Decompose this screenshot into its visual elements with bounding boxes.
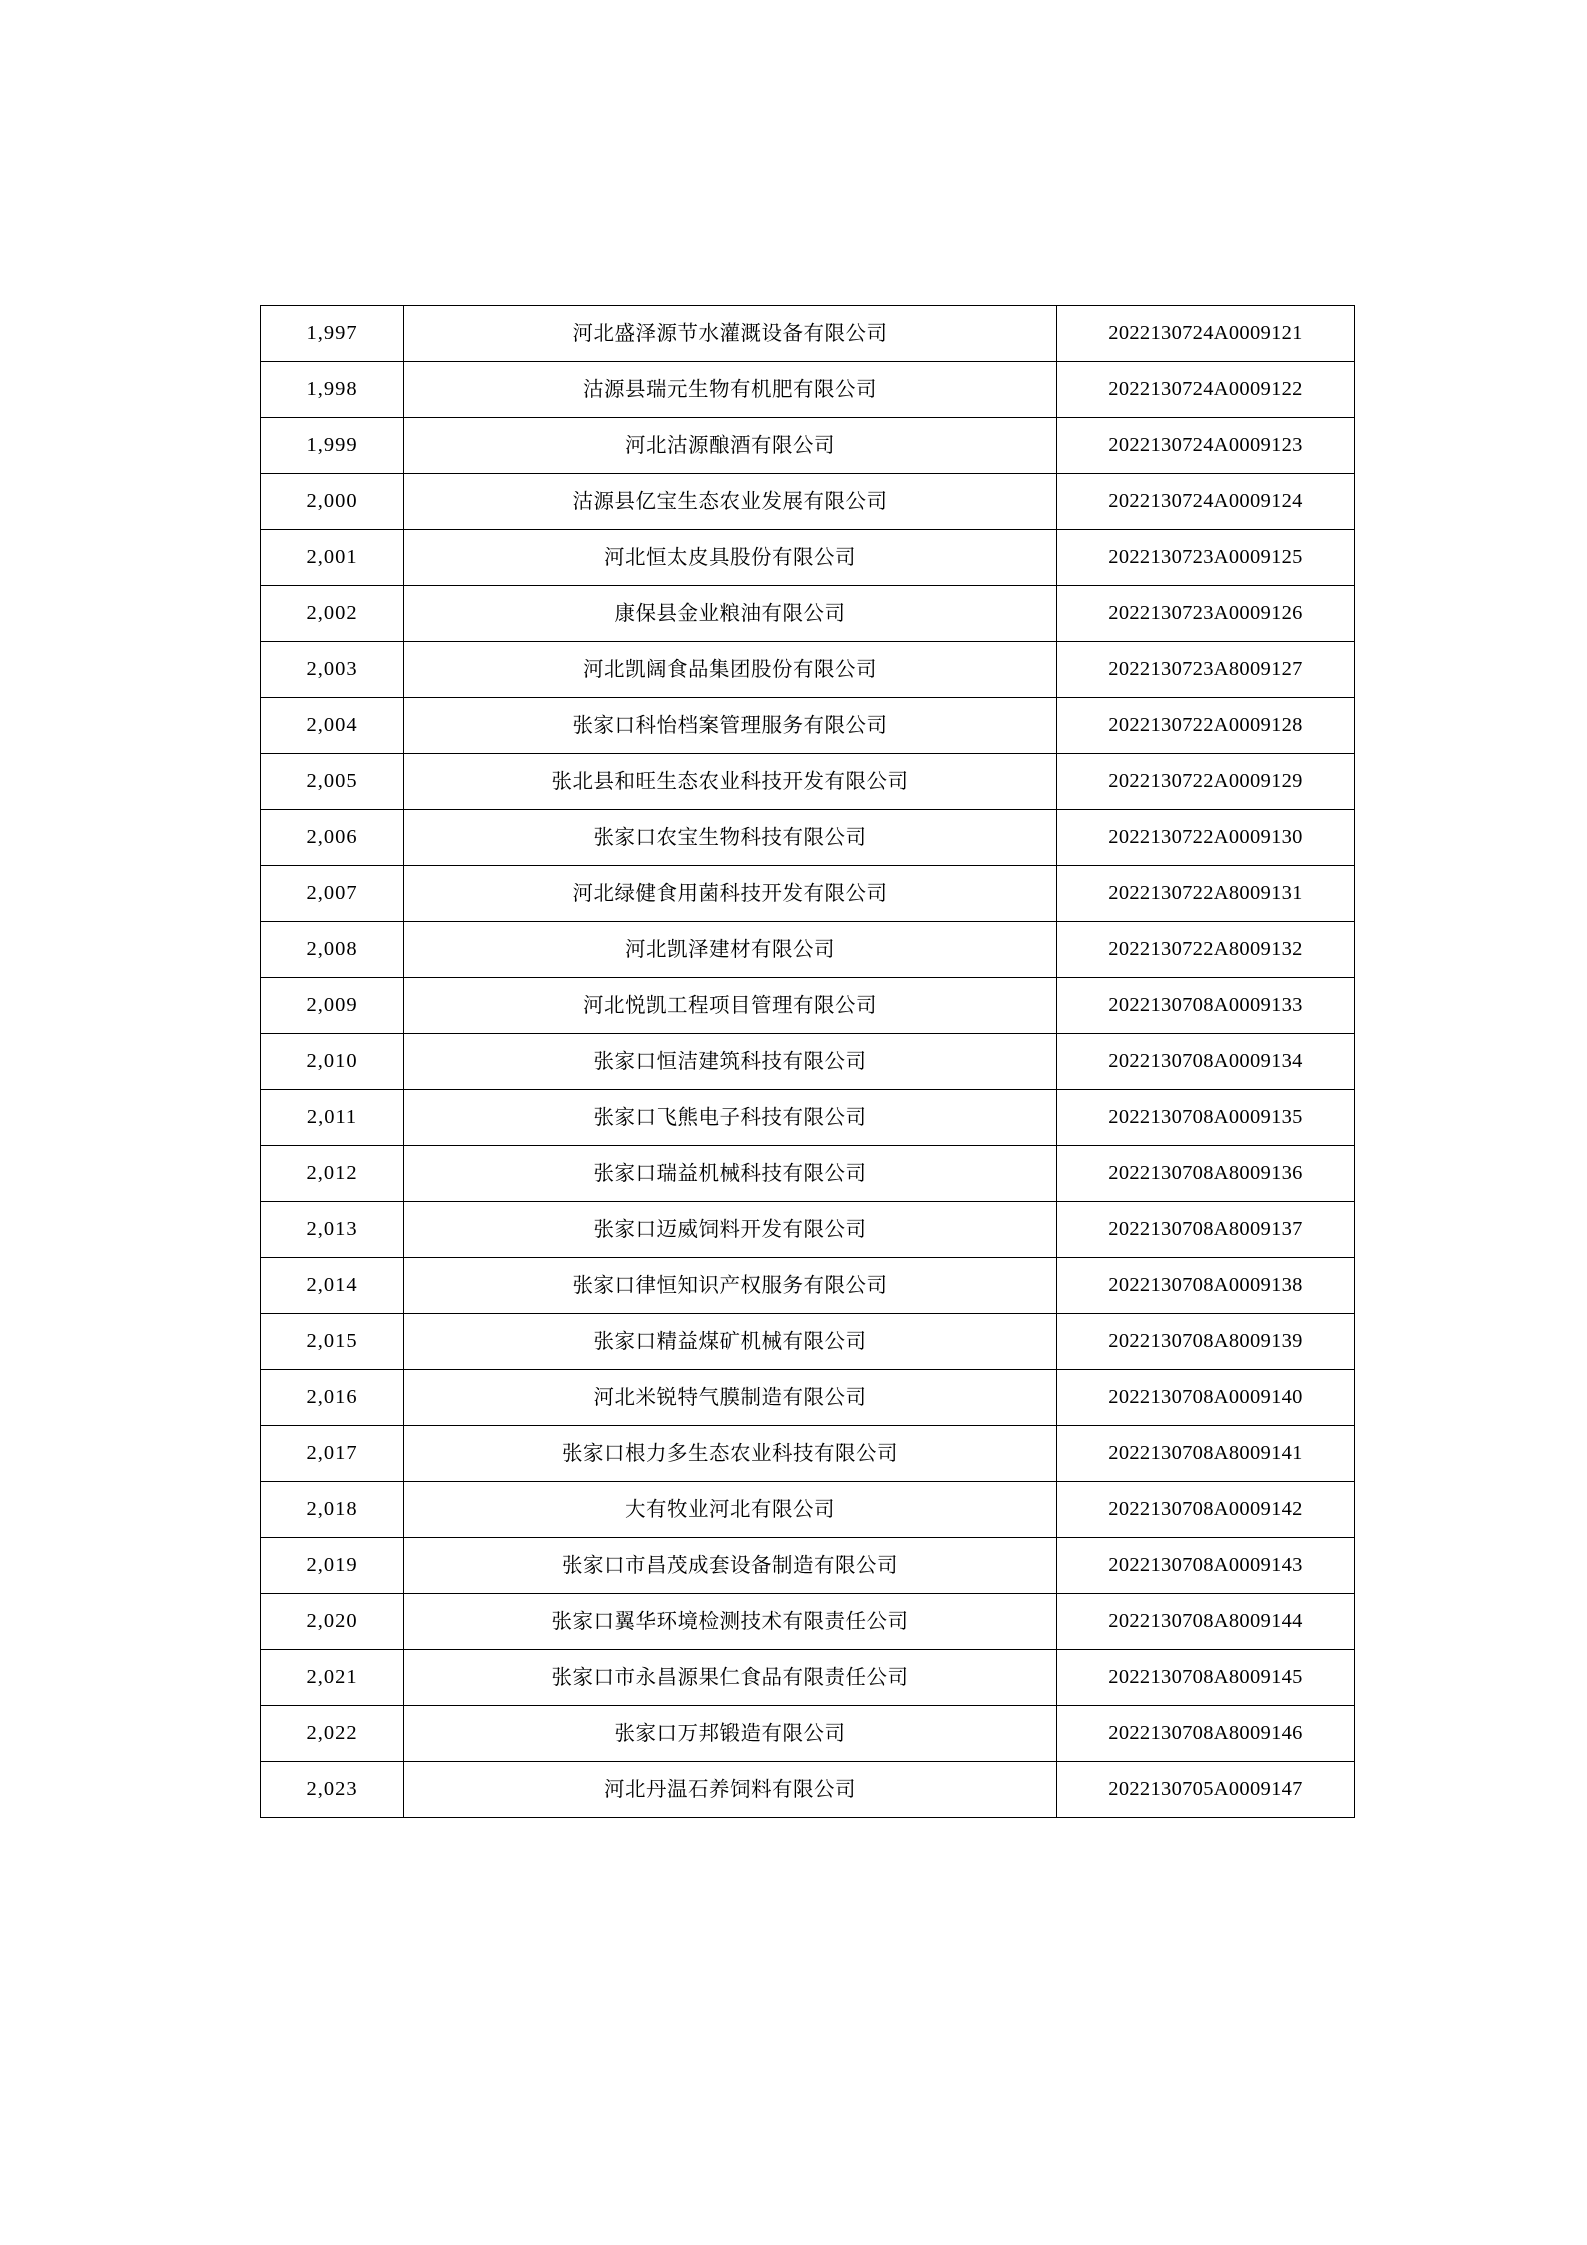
cell-index: 1,997 bbox=[261, 306, 404, 362]
table-row bbox=[261, 474, 1355, 530]
cell-code: 2022130722A0009130 bbox=[1057, 810, 1355, 866]
cell-index: 2,012 bbox=[261, 1146, 404, 1202]
cell-index: 2,003 bbox=[261, 642, 404, 698]
table-row bbox=[261, 1146, 1355, 1202]
table-row bbox=[261, 306, 1355, 362]
cell-code: 2022130708A8009145 bbox=[1057, 1650, 1355, 1706]
cell-index: 2,000 bbox=[261, 474, 404, 530]
cell-code: 2022130705A0009147 bbox=[1057, 1762, 1355, 1818]
table-row bbox=[261, 922, 1355, 978]
cell-enterprise-name: 张家口市昌茂成套设备制造有限公司 bbox=[404, 1538, 1057, 1594]
cell-code: 2022130708A0009140 bbox=[1057, 1370, 1355, 1426]
cell-index: 2,011 bbox=[261, 1090, 404, 1146]
table-row bbox=[261, 1706, 1355, 1762]
cell-enterprise-name: 张家口飞熊电子科技有限公司 bbox=[404, 1090, 1057, 1146]
cell-enterprise-name: 河北恒太皮具股份有限公司 bbox=[404, 530, 1057, 586]
cell-enterprise-name: 张家口科怡档案管理服务有限公司 bbox=[404, 698, 1057, 754]
table-row bbox=[261, 866, 1355, 922]
cell-enterprise-name: 张家口翼华环境检测技术有限责任公司 bbox=[404, 1594, 1057, 1650]
table-row bbox=[261, 698, 1355, 754]
table-row bbox=[261, 1650, 1355, 1706]
table-row bbox=[261, 362, 1355, 418]
table-row bbox=[261, 754, 1355, 810]
cell-code: 2022130723A0009126 bbox=[1057, 586, 1355, 642]
cell-code: 2022130708A8009136 bbox=[1057, 1146, 1355, 1202]
table-row bbox=[261, 1762, 1355, 1818]
cell-code: 2022130708A0009143 bbox=[1057, 1538, 1355, 1594]
table-row bbox=[261, 978, 1355, 1034]
cell-enterprise-name: 河北绿健食用菌科技开发有限公司 bbox=[404, 866, 1057, 922]
cell-index: 2,015 bbox=[261, 1314, 404, 1370]
cell-index: 2,002 bbox=[261, 586, 404, 642]
table-row bbox=[261, 1538, 1355, 1594]
cell-enterprise-name: 张家口根力多生态农业科技有限公司 bbox=[404, 1426, 1057, 1482]
cell-enterprise-name: 河北凯泽建材有限公司 bbox=[404, 922, 1057, 978]
table-row bbox=[261, 1034, 1355, 1090]
enterprise-list-table-wrapper bbox=[260, 305, 1315, 1818]
table-row bbox=[261, 586, 1355, 642]
cell-index: 2,005 bbox=[261, 754, 404, 810]
cell-code: 2022130723A8009127 bbox=[1057, 642, 1355, 698]
cell-index: 2,022 bbox=[261, 1706, 404, 1762]
cell-index: 2,020 bbox=[261, 1594, 404, 1650]
cell-code: 2022130708A8009146 bbox=[1057, 1706, 1355, 1762]
cell-code: 2022130723A0009125 bbox=[1057, 530, 1355, 586]
cell-index: 2,023 bbox=[261, 1762, 404, 1818]
table-row bbox=[261, 810, 1355, 866]
table-row bbox=[261, 1426, 1355, 1482]
table-row bbox=[261, 642, 1355, 698]
cell-index: 2,009 bbox=[261, 978, 404, 1034]
cell-enterprise-name: 沽源县亿宝生态农业发展有限公司 bbox=[404, 474, 1057, 530]
cell-code: 2022130708A0009133 bbox=[1057, 978, 1355, 1034]
cell-index: 1,998 bbox=[261, 362, 404, 418]
cell-code: 2022130708A8009144 bbox=[1057, 1594, 1355, 1650]
table-row bbox=[261, 1482, 1355, 1538]
table-row bbox=[261, 1370, 1355, 1426]
cell-enterprise-name: 张家口精益煤矿机械有限公司 bbox=[404, 1314, 1057, 1370]
cell-code: 2022130708A8009137 bbox=[1057, 1202, 1355, 1258]
table-row bbox=[261, 530, 1355, 586]
table-row bbox=[261, 1314, 1355, 1370]
cell-index: 2,004 bbox=[261, 698, 404, 754]
cell-enterprise-name: 河北丹温石养饲料有限公司 bbox=[404, 1762, 1057, 1818]
cell-index: 2,014 bbox=[261, 1258, 404, 1314]
table-row bbox=[261, 418, 1355, 474]
cell-index: 2,006 bbox=[261, 810, 404, 866]
table-body bbox=[261, 306, 1355, 1818]
cell-enterprise-name: 张家口农宝生物科技有限公司 bbox=[404, 810, 1057, 866]
cell-index: 2,019 bbox=[261, 1538, 404, 1594]
cell-enterprise-name: 张家口万邦锻造有限公司 bbox=[404, 1706, 1057, 1762]
cell-enterprise-name: 张家口市永昌源果仁食品有限责任公司 bbox=[404, 1650, 1057, 1706]
cell-index: 1,999 bbox=[261, 418, 404, 474]
cell-index: 2,017 bbox=[261, 1426, 404, 1482]
cell-index: 2,021 bbox=[261, 1650, 404, 1706]
cell-enterprise-name: 沽源县瑞元生物有机肥有限公司 bbox=[404, 362, 1057, 418]
cell-enterprise-name: 河北米锐特气膜制造有限公司 bbox=[404, 1370, 1057, 1426]
cell-code: 2022130724A0009122 bbox=[1057, 362, 1355, 418]
table-row bbox=[261, 1202, 1355, 1258]
cell-enterprise-name: 河北盛泽源节水灌溉设备有限公司 bbox=[404, 306, 1057, 362]
cell-index: 2,001 bbox=[261, 530, 404, 586]
cell-code: 2022130722A0009128 bbox=[1057, 698, 1355, 754]
cell-enterprise-name: 河北沽源酿酒有限公司 bbox=[404, 418, 1057, 474]
cell-code: 2022130724A0009123 bbox=[1057, 418, 1355, 474]
cell-enterprise-name: 张北县和旺生态农业科技开发有限公司 bbox=[404, 754, 1057, 810]
cell-code: 2022130724A0009121 bbox=[1057, 306, 1355, 362]
cell-index: 2,010 bbox=[261, 1034, 404, 1090]
table-row bbox=[261, 1258, 1355, 1314]
cell-enterprise-name: 河北悦凯工程项目管理有限公司 bbox=[404, 978, 1057, 1034]
cell-code: 2022130722A8009131 bbox=[1057, 866, 1355, 922]
cell-enterprise-name: 河北凯阔食品集团股份有限公司 bbox=[404, 642, 1057, 698]
cell-enterprise-name: 张家口迈威饲料开发有限公司 bbox=[404, 1202, 1057, 1258]
cell-code: 2022130708A8009141 bbox=[1057, 1426, 1355, 1482]
cell-code: 2022130708A0009135 bbox=[1057, 1090, 1355, 1146]
cell-enterprise-name: 张家口恒洁建筑科技有限公司 bbox=[404, 1034, 1057, 1090]
cell-enterprise-name: 康保县金业粮油有限公司 bbox=[404, 586, 1057, 642]
cell-code: 2022130708A0009134 bbox=[1057, 1034, 1355, 1090]
cell-index: 2,008 bbox=[261, 922, 404, 978]
cell-enterprise-name: 大有牧业河北有限公司 bbox=[404, 1482, 1057, 1538]
cell-code: 2022130708A0009142 bbox=[1057, 1482, 1355, 1538]
cell-enterprise-name: 张家口律恒知识产权服务有限公司 bbox=[404, 1258, 1057, 1314]
cell-index: 2,013 bbox=[261, 1202, 404, 1258]
cell-index: 2,016 bbox=[261, 1370, 404, 1426]
cell-code: 2022130722A8009132 bbox=[1057, 922, 1355, 978]
cell-code: 2022130722A0009129 bbox=[1057, 754, 1355, 810]
cell-index: 2,018 bbox=[261, 1482, 404, 1538]
cell-code: 2022130708A0009138 bbox=[1057, 1258, 1355, 1314]
cell-index: 2,007 bbox=[261, 866, 404, 922]
cell-code: 2022130708A8009139 bbox=[1057, 1314, 1355, 1370]
cell-enterprise-name: 张家口瑞益机械科技有限公司 bbox=[404, 1146, 1057, 1202]
table-row bbox=[261, 1594, 1355, 1650]
table-row bbox=[261, 1090, 1355, 1146]
cell-code: 2022130724A0009124 bbox=[1057, 474, 1355, 530]
enterprise-list-table bbox=[260, 305, 1355, 1818]
